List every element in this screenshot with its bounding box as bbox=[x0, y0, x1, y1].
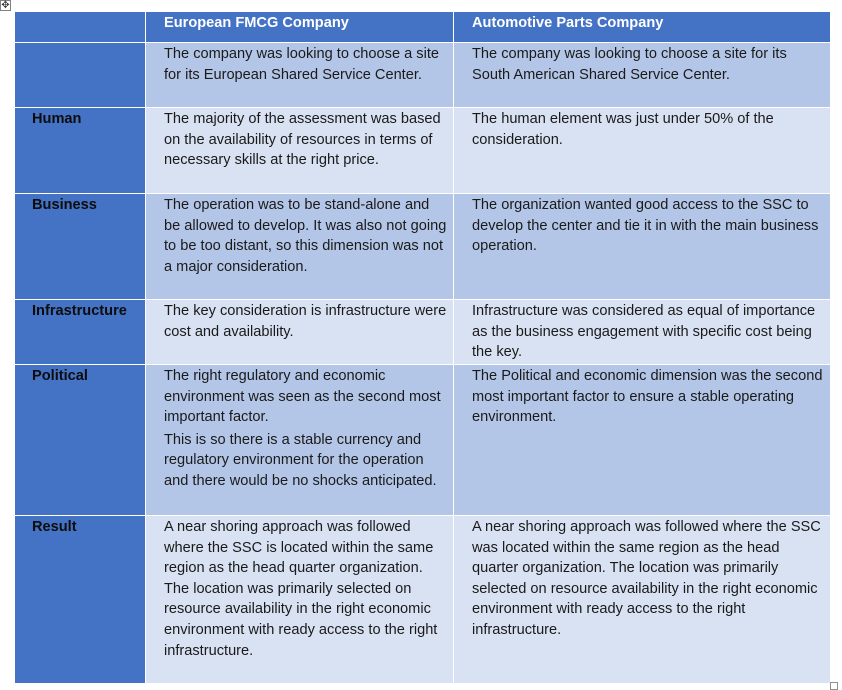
automotive-cell bbox=[454, 43, 831, 108]
cell-paragraph: The company was looking to choose a site for its European Shared Service Center. bbox=[164, 46, 440, 83]
table-move-handle-icon[interactable]: ✥ bbox=[1, 0, 10, 11]
row-label: Result bbox=[15, 516, 146, 684]
automotive-cell bbox=[454, 108, 831, 194]
cell-paragraph: The majority of the assessment was based on the availability of resources in terms of necessary skills at the right price. bbox=[164, 111, 441, 169]
european-cell bbox=[146, 194, 454, 300]
cell-paragraph: A near shoring approach was followed where the SSC was located within the same region as the head quarter organization. The location was primarily selected on resource availability in the right economic environment with ready access to the right infrastructure. bbox=[472, 519, 821, 638]
automotive-cell bbox=[454, 516, 831, 684]
european-cell bbox=[146, 300, 454, 365]
header-blank-cell bbox=[15, 12, 146, 43]
european-cell bbox=[146, 365, 454, 516]
table-resize-handle-icon[interactable] bbox=[830, 682, 838, 690]
table-row bbox=[15, 365, 831, 516]
header-automotive-parts: Automotive Parts Company bbox=[454, 12, 831, 43]
cell-paragraph: This is so there is a stable currency and regulatory environment for the operation and there would be no shocks anticipated. bbox=[164, 431, 437, 489]
table-row bbox=[15, 43, 831, 108]
table-row bbox=[15, 108, 831, 194]
cell-paragraph: The right regulatory and economic environment was seen as the second most important factor. bbox=[164, 368, 441, 426]
cell-paragraph: The human element was just under 50% of the consideration. bbox=[472, 111, 774, 148]
row-label: Human bbox=[15, 108, 146, 194]
table-row bbox=[15, 300, 831, 365]
automotive-cell bbox=[454, 300, 831, 365]
european-cell bbox=[146, 43, 454, 108]
row-label: Infrastructure bbox=[15, 300, 146, 365]
row-label bbox=[15, 43, 146, 108]
european-cell bbox=[146, 108, 454, 194]
row-label: Political bbox=[15, 365, 146, 516]
header-row bbox=[15, 12, 831, 43]
cell-paragraph: The key consideration is infrastructure were cost and availability. bbox=[164, 303, 447, 340]
cell-paragraph: The Political and economic dimension was the second most important factor to ensure a stable operating environment. bbox=[472, 368, 823, 426]
european-cell bbox=[146, 516, 454, 684]
cell-paragraph: A near shoring approach was followed where the SSC is located within the same region as the head quarter organization. The location was primarily selected on resource availability in the right economic environment with ready access to the right infrastructure. bbox=[164, 519, 438, 659]
automotive-cell bbox=[454, 365, 831, 516]
cell-paragraph: Infrastructure was considered as equal of importance as the business engagement with specific cost being the key. bbox=[472, 303, 816, 361]
cell-paragraph: The organization wanted good access to the SSC to develop the center and tie it in with the main business operation. bbox=[472, 197, 819, 255]
row-label: Business bbox=[15, 194, 146, 300]
table-row bbox=[15, 516, 831, 684]
cell-paragraph: The company was looking to choose a site for its South American Shared Service Center. bbox=[472, 46, 787, 83]
cell-paragraph: The operation was to be stand-alone and be allowed to develop. It was also not going to be too distant, so this dimension was not a major consideration. bbox=[164, 197, 447, 275]
table-row bbox=[15, 194, 831, 300]
header-european-fmcg: European FMCG Company bbox=[146, 12, 454, 43]
automotive-cell bbox=[454, 194, 831, 300]
comparison-table bbox=[14, 11, 831, 684]
